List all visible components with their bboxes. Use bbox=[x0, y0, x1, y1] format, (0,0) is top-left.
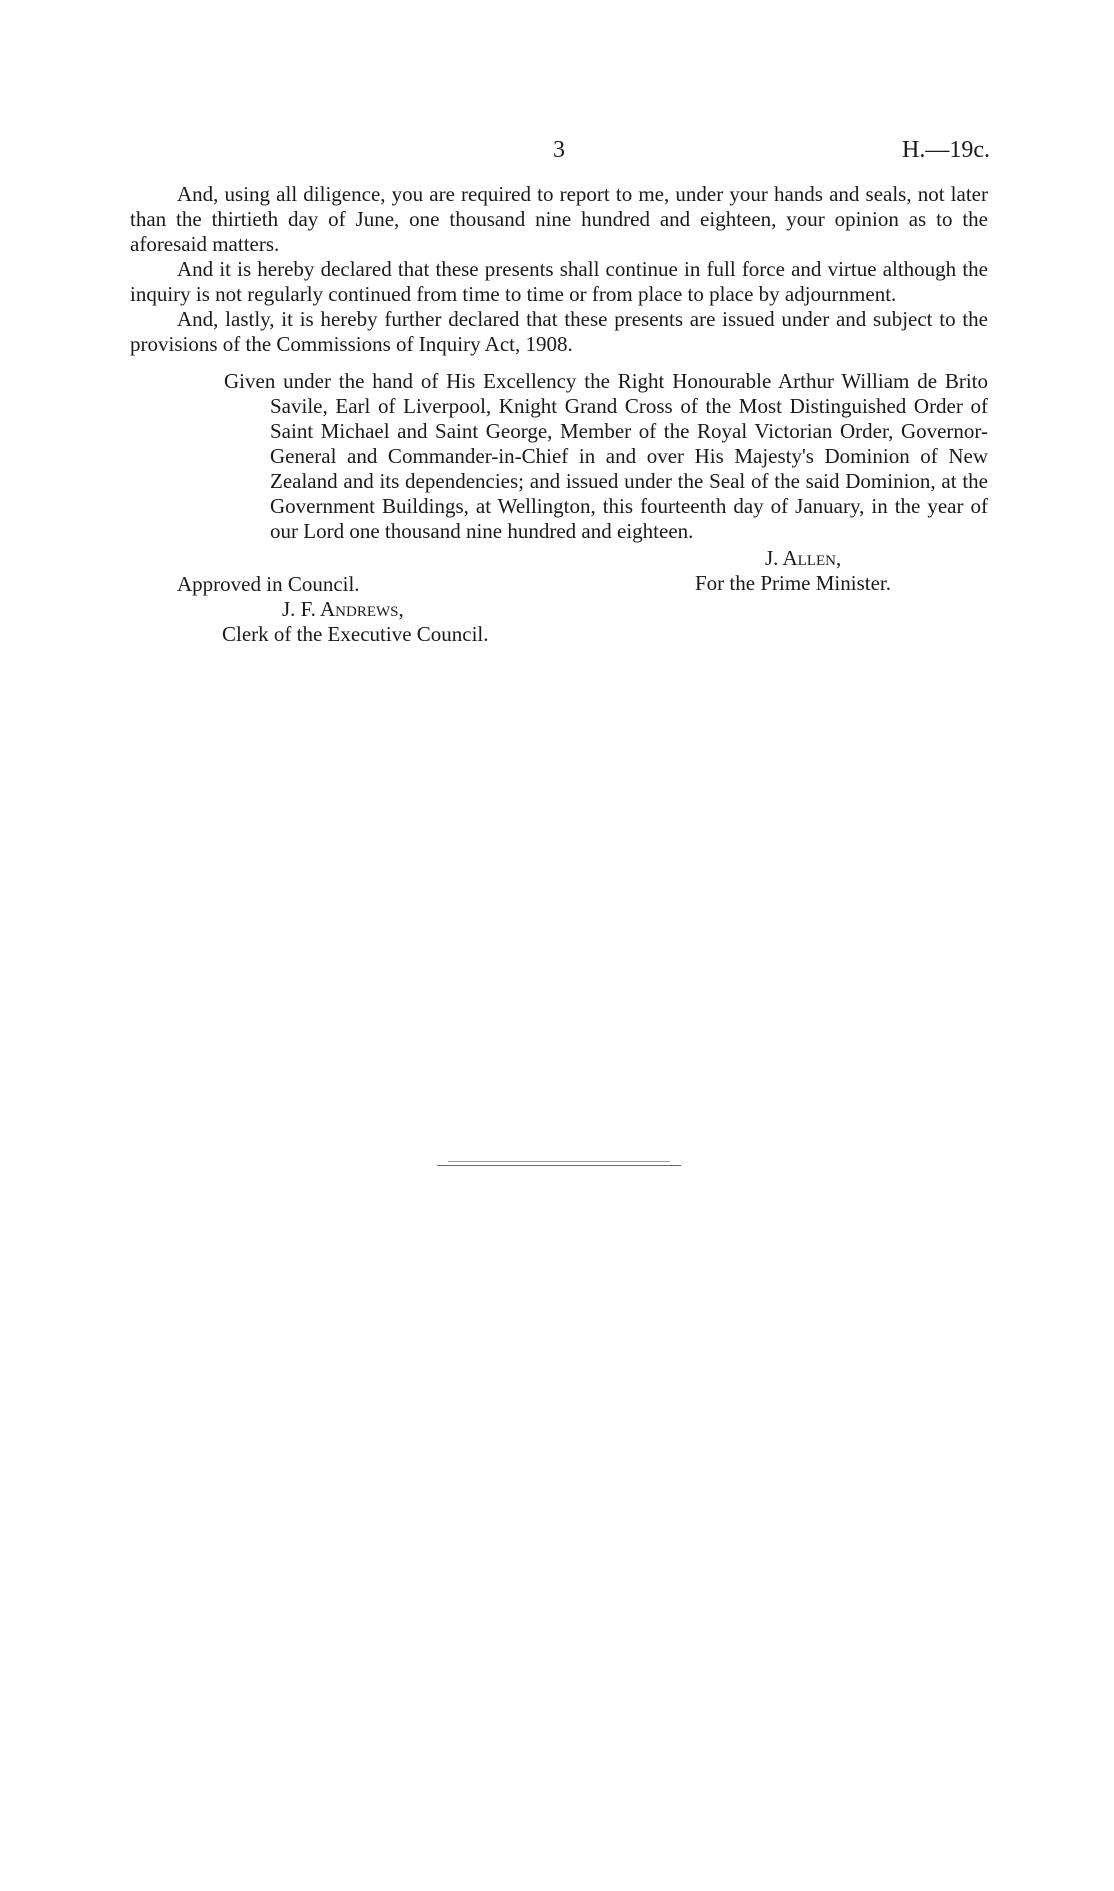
section-divider bbox=[437, 1165, 681, 1166]
document-reference: H.—19c. bbox=[902, 137, 990, 163]
signatory-name-allen: J. Allen, bbox=[765, 546, 842, 570]
paragraph-report-requirement: And, using all diligence, you are required to report to me, under your hands and seals, not later than the thirtieth day of June, one thousand nine hundred and eighteen, your opinion as to the aforesaid matters. bbox=[130, 182, 988, 256]
signatory-title-clerk: Clerk of the Executive Council. bbox=[222, 622, 489, 646]
page-number: 3 bbox=[553, 137, 565, 163]
paragraph-full-force: And it is hereby declared that these presents shall continue in full force and virtue although the inquiry is not regularly continued from time to time or from place to place by adjournment. bbox=[130, 257, 988, 306]
paragraph-act-provisions: And, lastly, it is hereby further declared that these presents are issued under and subject to the provisions of the Commissions of Inquiry Act, 1908. bbox=[130, 307, 988, 356]
section-divider-upper bbox=[448, 1161, 670, 1162]
document-body bbox=[130, 182, 988, 651]
signature-prime-minister bbox=[695, 546, 995, 596]
signatory-name-andrews: J. F. Andrews, bbox=[282, 597, 404, 621]
signatory-title-prime-minister: For the Prime Minister. bbox=[695, 571, 891, 595]
signature-block bbox=[130, 546, 988, 651]
given-clause: Given under the hand of His Excellency the Right Honourable Arthur William de Brito Savile, Earl of Liverpool, Knight Grand Cross of the Most Distinguished Order of Saint Michael and Saint George, Member of the Royal Victorian Order, Governor-General and Commander-in-Chief in and over His Majesty's Dominion of New Zealand and its dependencies; and issued under the Seal of the said Dominion, at the Government Buildings, at Wellington, this fourteenth day of January, in the year of our Lord one thousand nine hundred and eighteen. bbox=[224, 369, 988, 543]
signature-council bbox=[177, 572, 597, 647]
approval-note: Approved in Council. bbox=[177, 572, 360, 596]
